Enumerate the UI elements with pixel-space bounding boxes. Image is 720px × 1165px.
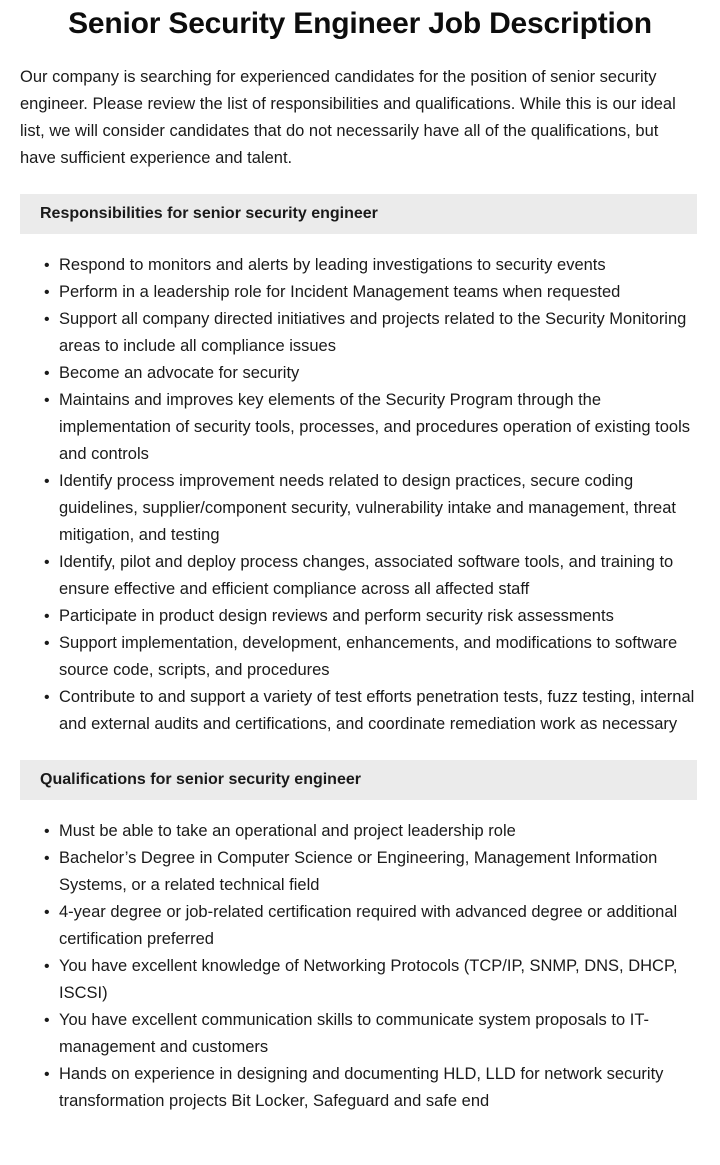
list-item: • Identify, pilot and deploy process changes, associated software tools, and training to ensure effective and efficient compliance across all affected staff: [44, 549, 696, 603]
list-item: • Perform in a leadership role for Incident Management teams when requested: [44, 279, 696, 306]
list-item: • Bachelor’s Degree in Computer Science or Engineering, Management Information Systems, or a related technical field: [44, 845, 696, 899]
section-heading-label: Responsibilities for senior security engineer: [40, 205, 378, 222]
list-item: • 4-year degree or job-related certification required with advanced degree or additional certification preferred: [44, 899, 696, 953]
section-header-qualifications: [20, 760, 697, 800]
list-item: • Hands on experience in designing and documenting HLD, LLD for network security transformation projects Bit Locker, Safeguard and safe end: [44, 1061, 696, 1115]
list-item: • Support all company directed initiatives and projects related to the Security Monitoring areas to include all compliance issues: [44, 306, 696, 360]
list-item: • Support implementation, development, enhancements, and modifications to software source code, scripts, and procedures: [44, 630, 696, 684]
list-item: • You have excellent knowledge of Networking Protocols (TCP/IP, SNMP, DNS, DHCP, ISCSI): [44, 953, 696, 1007]
list-item: • Become an advocate for security: [44, 360, 696, 387]
list-item: • Maintains and improves key elements of the Security Program through the implementation of security tools, processes, and procedures operation of existing tools and controls: [44, 387, 696, 468]
page-title: Senior Security Engineer Job Description: [68, 7, 652, 40]
list-item: • Contribute to and support a variety of test efforts penetration tests, fuzz testing, internal and external audits and certifications, and coordinate remediation work as necessary: [44, 684, 696, 738]
intro-paragraph: Our company is searching for experienced candidates for the position of senior security engineer. Please review the list of responsibilities and qualifications. While this is our ideal list, we will consider candidates that do not necessarily have all of the qualifications, but have sufficient experience and talent.: [20, 68, 676, 167]
section-heading-label: Qualifications for senior security engineer: [40, 771, 361, 788]
list-item: • Identify process improvement needs related to design practices, secure coding guidelines, supplier/component security, vulnerability intake and management, threat mitigation, and testing: [44, 468, 696, 549]
section-header-responsibilities: [20, 194, 697, 234]
responsibilities-list: [0, 234, 720, 738]
list-item: • You have excellent communication skills to communicate system proposals to IT-management and customers: [44, 1007, 696, 1061]
list-item: • Must be able to take an operational and project leadership role: [44, 818, 696, 845]
list-item: • Participate in product design reviews and perform security risk assessments: [44, 603, 696, 630]
list-item: • Respond to monitors and alerts by leading investigations to security events: [44, 252, 696, 279]
qualifications-list: [0, 800, 720, 1115]
